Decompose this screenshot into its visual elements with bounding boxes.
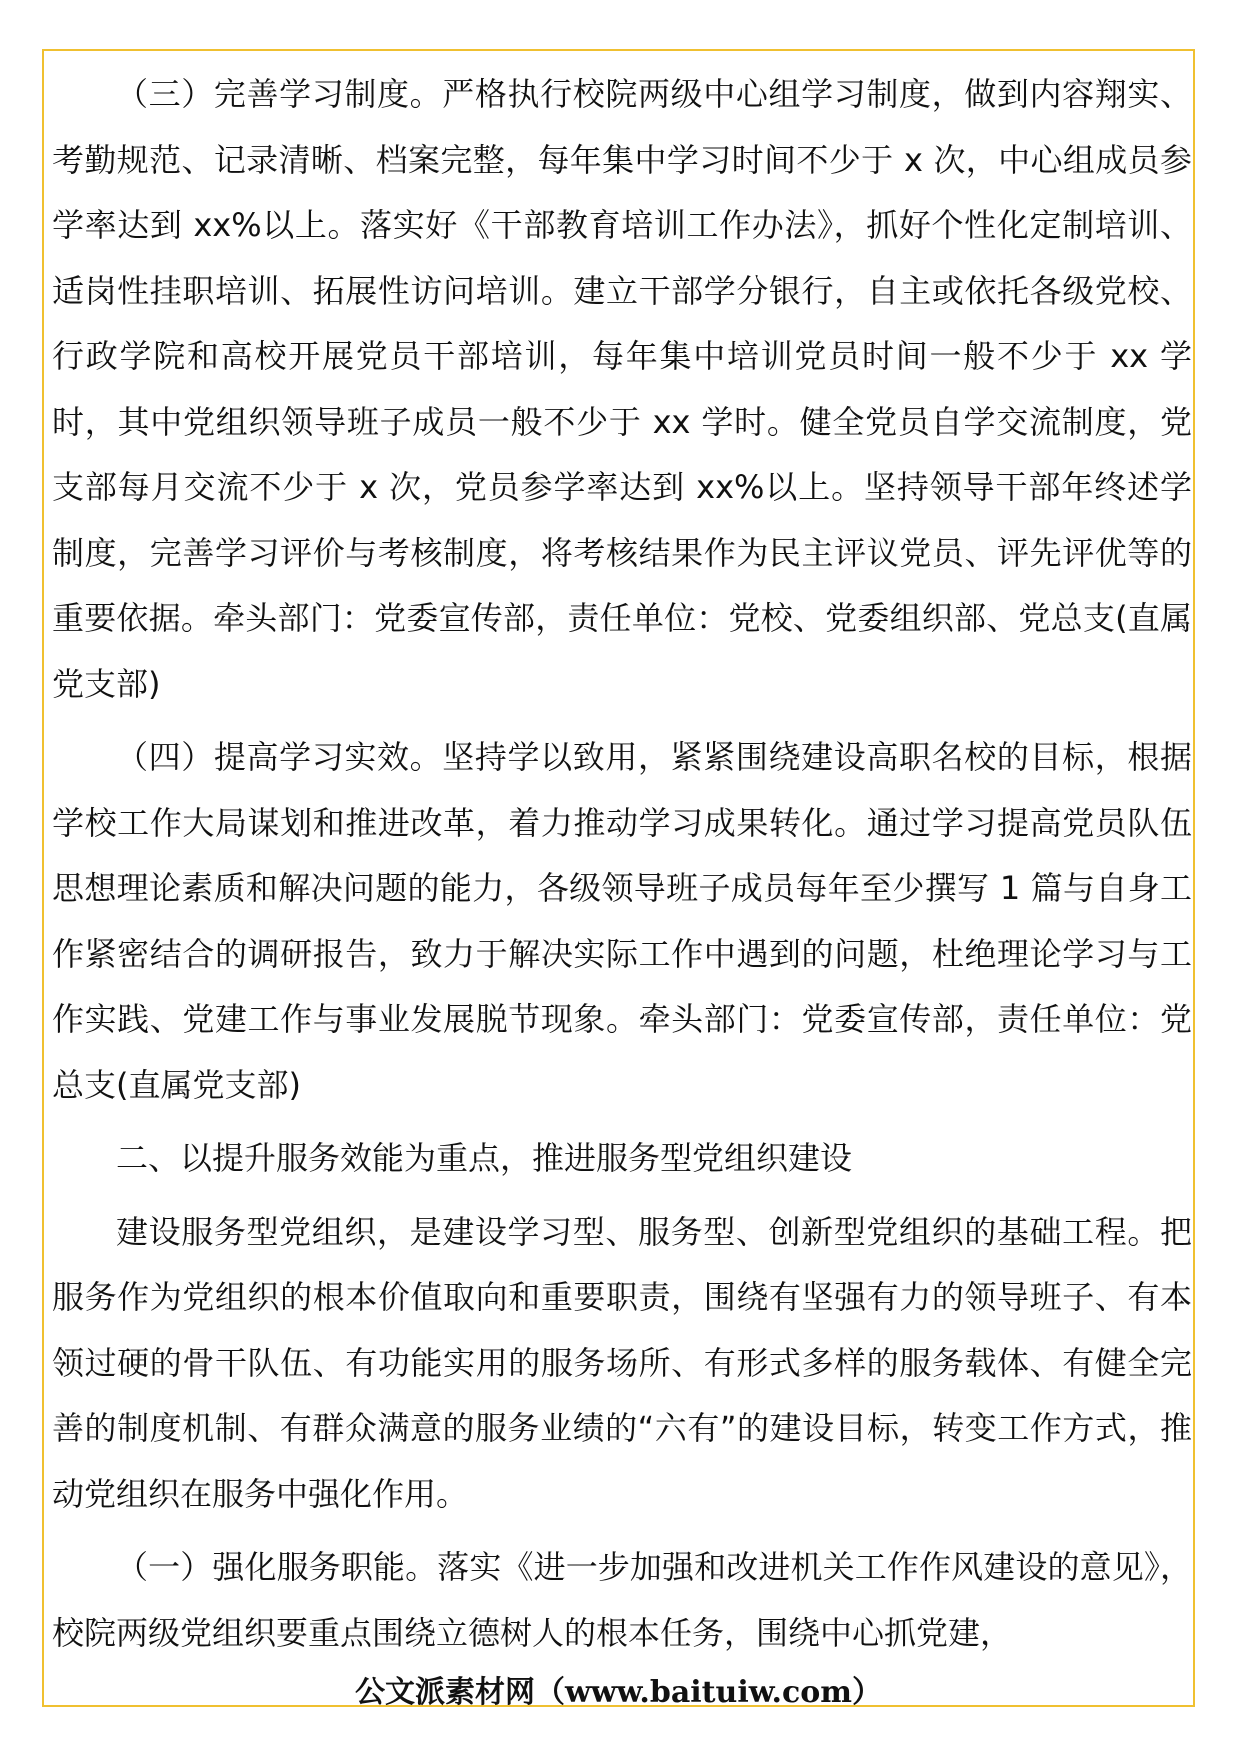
paragraph-strengthen-service: （一）强化服务职能。落实《进一步加强和改进机关工作作风建设的意见》，校院两级党组织要重点围绕立德树人的根本任务，围绕中心抓党建，: [52, 1548, 1192, 1652]
paragraph-improve-study-system: （三）完善学习制度。严格执行校院两级中心组学习制度，做到内容翔实、考勤规范、记录清晰、档案完整，每年集中学习时间不少于 x 次，中心组成员参学率达到 xx%以上。落实好《干部教育培训工作办法》，抓好个性化定制培训、适岗性挂职培训、拓展性访问培训。建立干部学分银行，自主或依托各级党校、行政学院和高校开展党员干部培训，每年集中培训党员时间一般不少于 xx 学时，其中党组织领导班子成员一般不少于 xx 学时。健全党员自学交流制度，党支部每月交流不少于 x 次，党员参学率达到 xx%以上。坚持领导干部年终述学制度，完善学习评价与考核制度，将考核结果作为民主评议党员、评先评优等的重要依据。牵头部门：党委宣传部，责任单位：党校、党委组织部、党总支(直属党支部): [52, 75, 1192, 703]
document-body: [52, 62, 1192, 1674]
section-heading-service-party: 二、以提升服务效能为重点，推进服务型党组织建设: [116, 1139, 853, 1177]
paragraph-improve-study-effect: （四）提高学习实效。坚持学以致用，紧紧围绕建设高职名校的目标，根据学校工作大局谋划和推进改革，着力推动学习成果转化。通过学习提高党员队伍思想理论素质和解决问题的能力，各级领导班子成员每年至少撰写 1 篇与自身工作紧密结合的调研报告，致力于解决实际工作中遇到的问题，杜绝理论学习与工作实践、党建工作与事业发展脱节现象。牵头部门：党委宣传部，责任单位：党总支(直属党支部): [52, 738, 1192, 1104]
paragraph-service-party-intro: 建设服务型党组织，是建设学习型、服务型、创新型党组织的基础工程。把服务作为党组织的根本价值取向和重要职责，围绕有坚强有力的领导班子、有本领过硬的骨干队伍、有功能实用的服务场所、有形式多样的服务载体、有健全完善的制度机制、有群众满意的服务业绩的“六有”的建设目标，转变工作方式，推动党组织在服务中强化作用。: [52, 1212, 1192, 1513]
footer-watermark: 公文派素材网（www.baituiw.com）: [354, 1675, 883, 1710]
